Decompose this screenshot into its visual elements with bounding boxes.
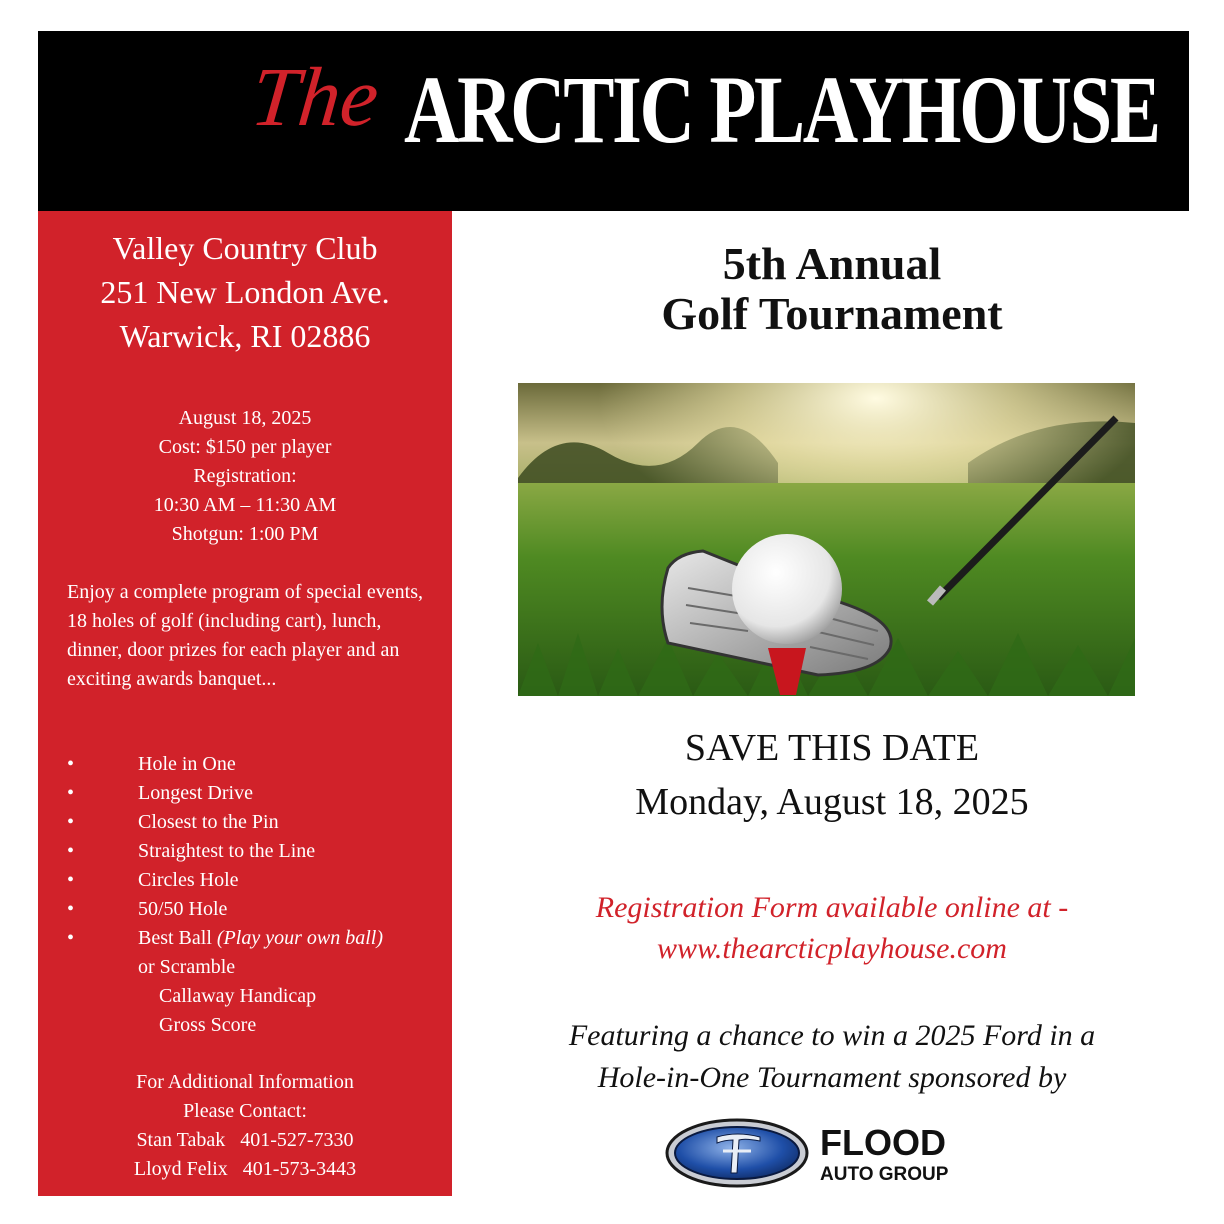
- event-label: Best Ball: [138, 927, 212, 949]
- golf-ball-on-tee-photo: [518, 383, 1135, 696]
- main-content: [452, 211, 1189, 1196]
- venue-city: Warwick, RI 02886: [119, 318, 371, 354]
- list-item: [67, 895, 447, 924]
- list-item: [67, 837, 447, 866]
- contact-name: Lloyd Felix: [133, 1158, 228, 1180]
- registration-url[interactable]: www.thearcticplayhouse.com: [657, 932, 1007, 965]
- venue-name: Valley Country Club: [112, 230, 378, 266]
- event-label: Longest Drive: [138, 782, 253, 804]
- save-date: Monday, August 18, 2025: [635, 781, 1029, 823]
- list-item: [67, 924, 447, 953]
- event-cost: Cost: $150 per player: [158, 436, 332, 458]
- contact-line: Please Contact:: [183, 1100, 307, 1122]
- list-item: [67, 953, 447, 982]
- brand-name: ARCTIC PLAYHOUSE: [404, 56, 1159, 163]
- sponsor-name: FLOOD: [820, 1122, 946, 1163]
- event-label: 50/50 Hole: [138, 898, 228, 920]
- brand-the: The: [247, 51, 383, 144]
- contact-phone: 401-573-3443: [242, 1158, 357, 1180]
- save-the-date: [452, 721, 1212, 829]
- shotgun-time: Shotgun: 1:00 PM: [171, 523, 319, 545]
- event-note: (Play your own ball): [216, 927, 383, 949]
- contact-row: [38, 1126, 452, 1155]
- feature-line: Hole-in-One Tournament sponsored by: [597, 1061, 1067, 1094]
- list-item: [67, 982, 447, 1011]
- list-item: [67, 779, 447, 808]
- save-label: SAVE THIS DATE: [684, 727, 980, 769]
- event-label: Circles Hole: [138, 869, 239, 891]
- list-item: [67, 750, 447, 779]
- registration-label: Registration:: [193, 465, 297, 487]
- bullet: •: [67, 811, 75, 833]
- title-line: 5th Annual: [722, 238, 942, 289]
- contact-name: Stan Tabak: [136, 1129, 226, 1151]
- event-details: [38, 404, 452, 549]
- registration-info: [452, 887, 1212, 969]
- contact-row: [38, 1155, 452, 1184]
- ford-oval-logo: [667, 1120, 807, 1186]
- venue-street: 251 New London Ave.: [100, 274, 390, 310]
- registration-time: 10:30 AM – 11:30 AM: [153, 494, 337, 516]
- event-label: Gross Score: [159, 1014, 257, 1036]
- contact-info: [38, 1068, 452, 1184]
- list-item: [67, 866, 447, 895]
- event-label: Hole in One: [138, 753, 236, 775]
- event-list: [67, 750, 447, 1040]
- bullet: •: [67, 840, 75, 862]
- list-item: [67, 808, 447, 837]
- sponsor-logo: [665, 1117, 975, 1189]
- event-label: Closest to the Pin: [138, 811, 279, 833]
- bullet: •: [67, 869, 75, 891]
- sponsor-sub: AUTO GROUP: [820, 1164, 949, 1185]
- bullet: •: [67, 753, 75, 775]
- bullet: •: [67, 782, 75, 804]
- event-label: Callaway Handicap: [159, 985, 317, 1007]
- feature-line: Featuring a chance to win a 2025 Ford in a: [568, 1019, 1096, 1052]
- event-label: or Scramble: [138, 956, 236, 978]
- feature-text: [452, 1015, 1212, 1099]
- bullet: •: [67, 927, 75, 949]
- title-line: Golf Tournament: [661, 288, 1003, 339]
- contact-phone: 401-527-7330: [240, 1129, 354, 1151]
- list-item: [67, 1011, 447, 1040]
- contact-line: For Additional Information: [136, 1071, 354, 1093]
- event-date: August 18, 2025: [178, 407, 312, 429]
- bullet: •: [67, 898, 75, 920]
- event-description: Enjoy a complete program of special events, 18 holes of golf (including cart), lunch, dinner, door prizes for each player and an exciting awards banquet...: [67, 581, 423, 690]
- page-title: [452, 239, 1212, 339]
- registration-text: Registration Form available online at -: [595, 891, 1069, 924]
- info-sidebar: [38, 211, 452, 1196]
- event-label: Straightest to the Line: [138, 840, 316, 862]
- venue-address: [38, 226, 452, 358]
